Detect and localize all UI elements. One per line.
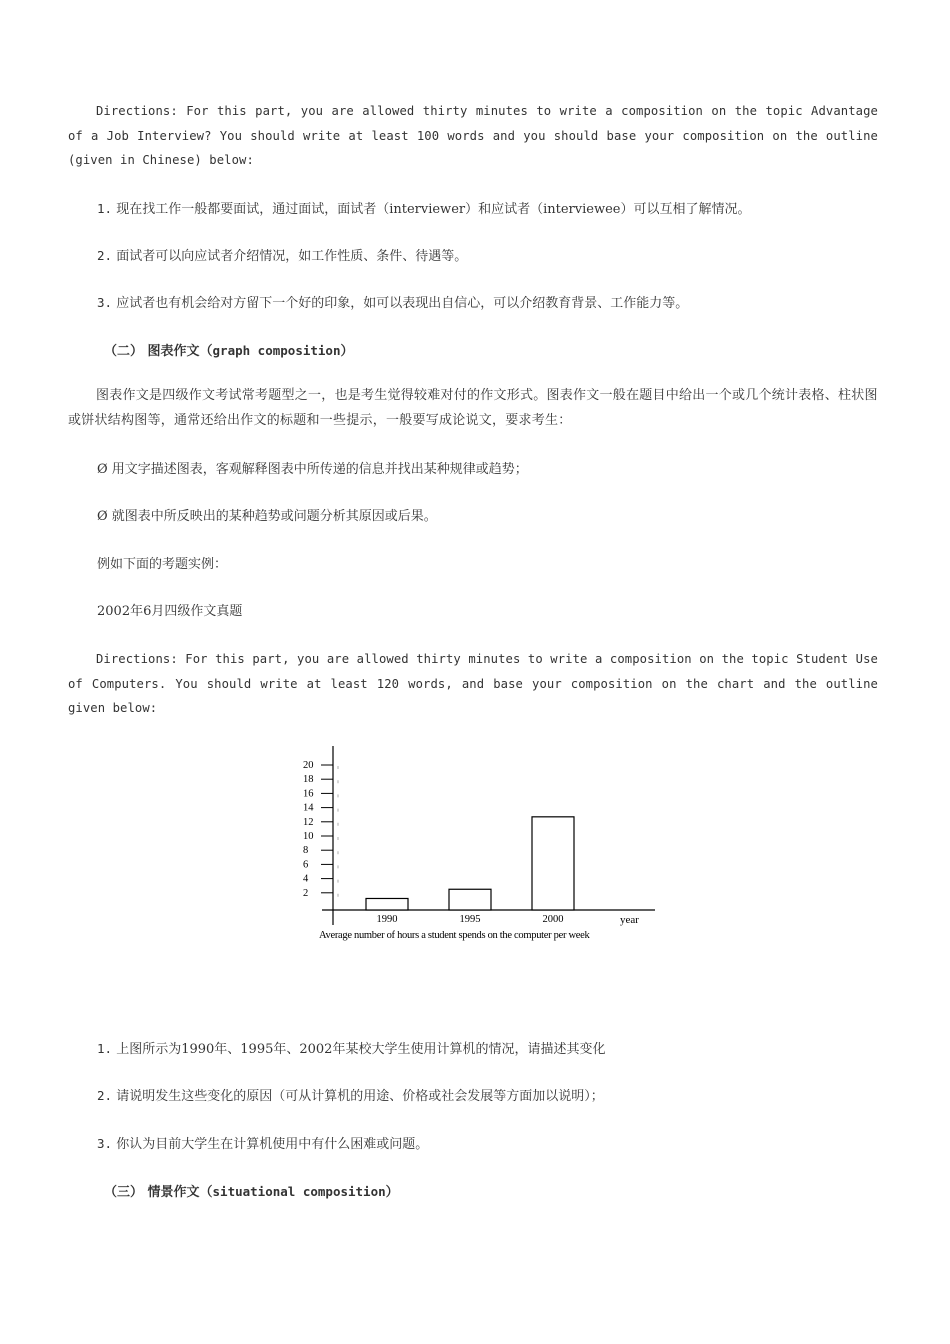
y-tick-label: 4: [303, 873, 309, 885]
example-intro: 例如下面的考题实例：: [97, 557, 228, 572]
graph-composition-intro: 图表作文是四级作文考试常考题型之一，也是考生觉得较难对付的作文形式。图表作文一般在题目中给出一个或几个统计表格、柱状图或饼状结构图等，通常还给出作文的标题和一些提示，一般要写成论说文，要求考生：: [68, 388, 878, 428]
requirement-bullet-2: Ø 就图表中所反映出的某种趋势或问题分析其原因或后果。: [97, 509, 437, 524]
outline-item-number: 3.: [97, 1136, 113, 1151]
outline2-item-1: [97, 1039, 605, 1060]
exam-title: 2002年6月四级作文真题: [97, 604, 243, 619]
directions-paragraph-1: Directions: For this part, you are allowed thirty minutes to write a composition on the topic Advantage of a Job Interview? You should write at least 100 words and you should base your composition on the outline (given in Chinese) below:: [68, 104, 878, 167]
outline-item-number: 3.: [97, 295, 113, 310]
section-heading-situational-composition: [104, 1181, 399, 1200]
y-tick-label: 2: [303, 887, 309, 899]
x-tick-label: 1990: [376, 914, 398, 925]
bar-1990: [366, 898, 408, 910]
section-heading-english: graph composition: [212, 343, 341, 358]
outline-item-number: 1.: [97, 201, 113, 216]
y-tick-label: 18: [303, 774, 314, 786]
outline-item-text: 上图所示为1990年、1995年、2002年某校大学生使用计算机的情况，请描述其变化: [116, 1042, 606, 1057]
y-tick-label: 12: [303, 816, 314, 828]
y-tick-label: 16: [303, 788, 314, 800]
section-heading-close: ）: [385, 1185, 399, 1200]
bar-2000: [532, 817, 574, 910]
section-heading-english: situational composition: [212, 1184, 386, 1199]
x-tick-label: 1995: [459, 914, 481, 925]
chart-caption: Average number of hours a student spends on the computer per week: [319, 930, 590, 941]
section-heading-graph-composition: [104, 340, 353, 359]
y-tick-label: 10: [303, 831, 314, 842]
directions-paragraph-2: Directions: For this part, you are allowed thirty minutes to write a composition on the topic Student Use of Computers. You should write at least 120 words, and base your composition on the chart and the outline given below:: [68, 652, 878, 715]
section-heading-label: （三） 情景作文（: [104, 1185, 213, 1200]
outline2-item-2: [97, 1086, 604, 1107]
outline-item-1: [97, 199, 750, 220]
outline-item-3: [97, 293, 688, 314]
y-tick-label: 6: [303, 859, 309, 871]
outline-item-number: 2.: [97, 1088, 113, 1103]
outline-item-number: 2.: [97, 248, 113, 263]
x-tick-label: 2000: [542, 914, 564, 925]
outline-item-text: 面试者可以向应试者介绍情况，如工作性质、条件、待遇等。: [116, 249, 468, 264]
outline-item-text: 应试者也有机会给对方留下一个好的印象，如可以表现出自信心，可以介绍教育背景、工作能力等。: [116, 296, 689, 311]
outline-item-text: 你认为目前大学生在计算机使用中有什么困难或问题。: [116, 1137, 429, 1152]
bar-1995: [449, 889, 491, 910]
outline-item-text: 现在找工作一般都要面试，通过面试，面试者（interviewer）和应试者（interviewee）可以互相了解情况。: [116, 202, 751, 217]
x-axis-label: year: [620, 914, 639, 926]
y-ticks: [303, 760, 338, 899]
y-tick-label: 14: [303, 802, 314, 814]
x-tick-labels: [377, 914, 564, 925]
y-tick-label: 20: [303, 760, 314, 771]
bars: [366, 817, 574, 910]
outline2-item-3: [97, 1134, 428, 1155]
requirement-bullet-1: Ø 用文字描述图表，客观解释图表中所传递的信息并找出某种规律或趋势；: [97, 462, 528, 477]
outline-item-number: 1.: [97, 1041, 113, 1056]
outline-item-text: 请说明发生这些变化的原因（可从计算机的用途、价格或社会发展等方面加以说明）；: [116, 1089, 604, 1104]
section-heading-close: ）: [340, 344, 354, 359]
outline-item-2: [97, 246, 467, 267]
y-tick-label: 8: [303, 845, 309, 857]
section-heading-label: （二） 图表作文（: [104, 344, 213, 359]
